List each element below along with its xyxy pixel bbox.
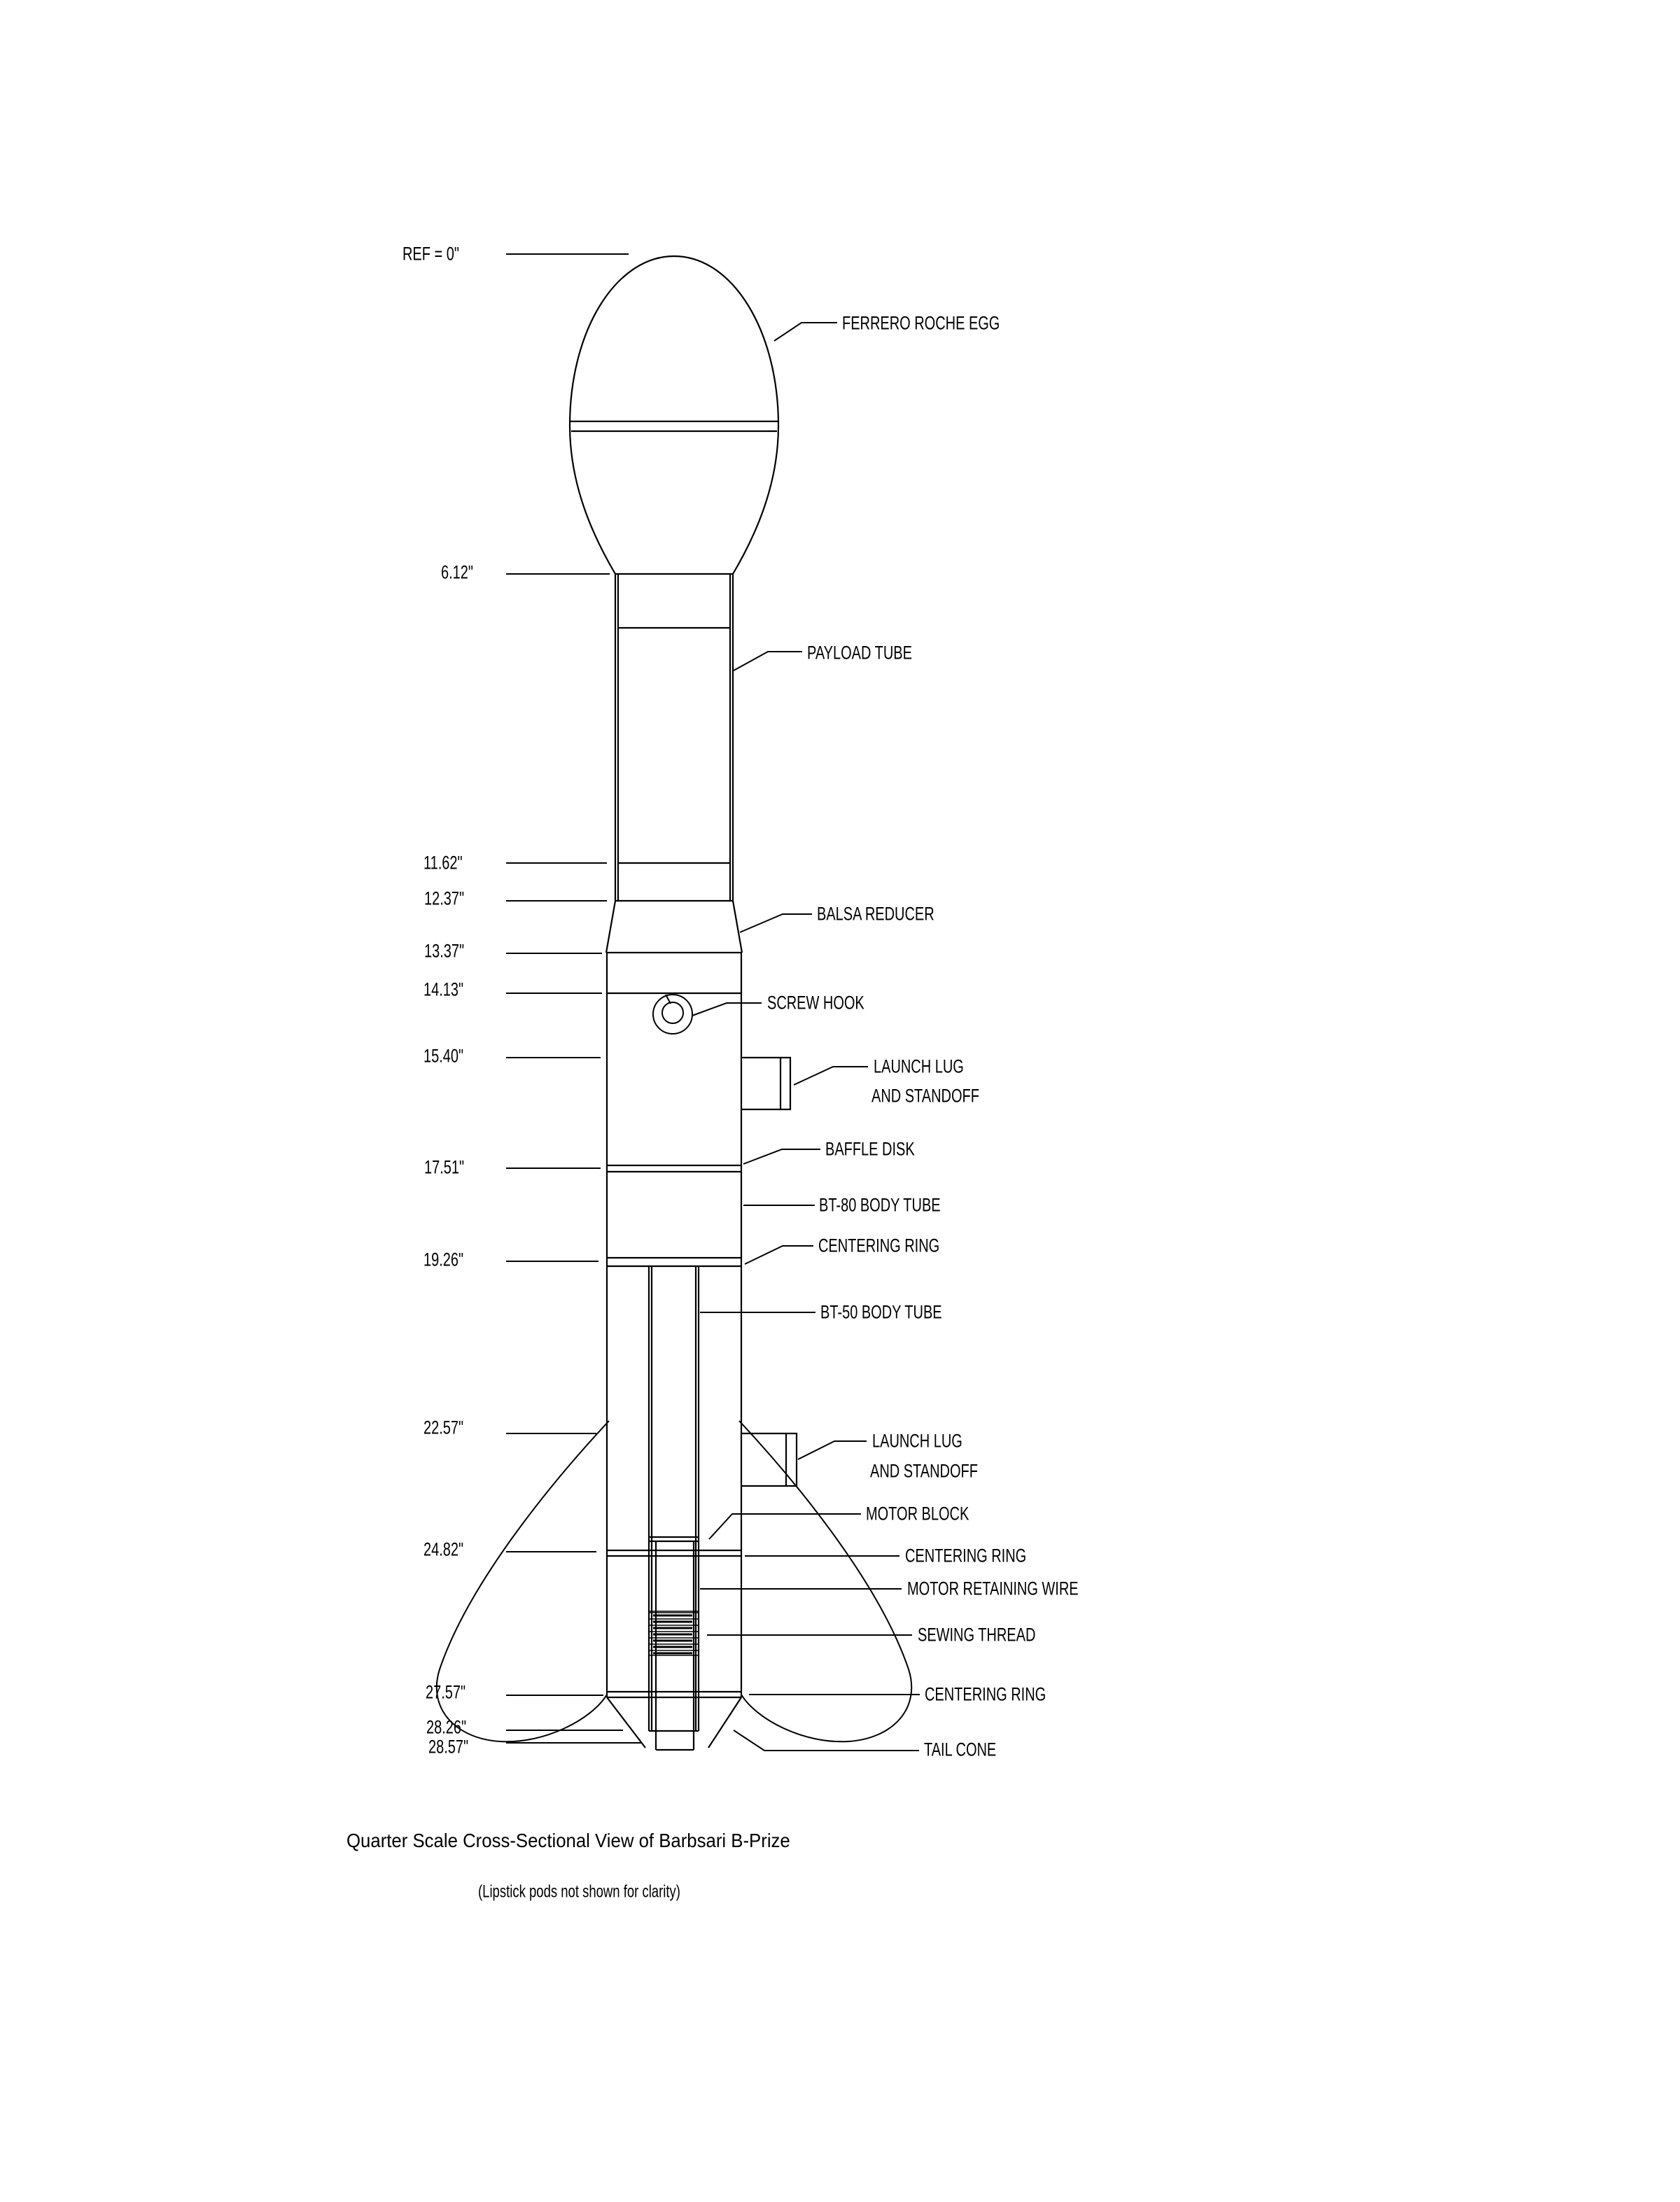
part-label-centering-ring-1: CENTERING RING [818,1235,940,1256]
balsa-reducer-outline [606,901,742,953]
screw-hook-outline [653,995,692,1034]
part-label-centering-ring-2: CENTERING RING [905,1545,1027,1566]
part-label-bt80-body-tube: BT-80 BODY TUBE [819,1194,941,1216]
dim-label-13-37: 13.37" [424,940,465,962]
part-label-centering-ring-3: CENTERING RING [925,1683,1046,1705]
part-label-screw-hook: SCREW HOOK [767,992,864,1014]
part-label-payload-tube: PAYLOAD TUBE [807,642,912,664]
dim-label-24-82: 24.82" [424,1538,464,1560]
part-label-sewing-thread: SEWING THREAD [918,1624,1036,1646]
sewing-thread-hatch [649,1611,699,1655]
dim-label-ref-0: REF = 0" [402,243,459,265]
part-label-tail-cone: TAIL CONE [924,1739,997,1760]
bt80-body-tube-outline [607,953,741,1697]
part-label-bt50-body-tube: BT-50 BODY TUBE [820,1301,942,1323]
dim-label-11-62: 11.62" [424,852,463,874]
part-label-balsa-reducer: BALSA REDUCER [817,903,934,925]
launch-lug-upper-outline [741,1058,790,1109]
dim-label-22-57: 22.57" [424,1417,464,1438]
dim-label-15-40: 15.40" [424,1045,464,1067]
dim-label-6-12: 6.12" [441,561,473,583]
part-label-launch-lug-2b: AND STANDOFF [870,1460,978,1482]
launch-lug-lower-outline [741,1433,797,1486]
egg-nose-outline [570,256,778,574]
part-label-launch-lug-2a: LAUNCH LUG [872,1430,962,1452]
dim-label-17-51: 17.51" [424,1156,465,1178]
drawing-note: (Lipstick pods not shown for clarity) [478,1881,680,1902]
part-label-launch-lug-1b: AND STANDOFF [872,1085,979,1107]
part-label-egg: FERRERO ROCHE EGG [842,312,1000,334]
dim-label-12-37: 12.37" [424,888,465,909]
part-leader-lines [692,323,920,1751]
fins-outline [437,1421,911,1741]
part-label-motor-block: MOTOR BLOCK [866,1503,969,1524]
dim-label-27-57: 27.57" [426,1681,466,1703]
drawing-title: Quarter Scale Cross-Sectional View of Barbsari B-Prize [346,1830,790,1851]
dim-label-19-26: 19.26" [424,1249,464,1270]
dim-label-28-26: 28.26" [426,1716,467,1738]
dim-label-28-57: 28.57" [428,1736,469,1758]
payload-tube-outline [615,574,733,901]
tail-cone-outline [607,1697,741,1748]
bt50-motor-mount-outline [649,1266,699,1750]
part-label-launch-lug-1a: LAUNCH LUG [874,1056,964,1077]
dim-label-14-13: 14.13" [424,979,464,1000]
part-label-motor-retaining-wire: MOTOR RETAINING WIRE [907,1578,1079,1599]
part-label-baffle-disk: BAFFLE DISK [825,1138,915,1160]
